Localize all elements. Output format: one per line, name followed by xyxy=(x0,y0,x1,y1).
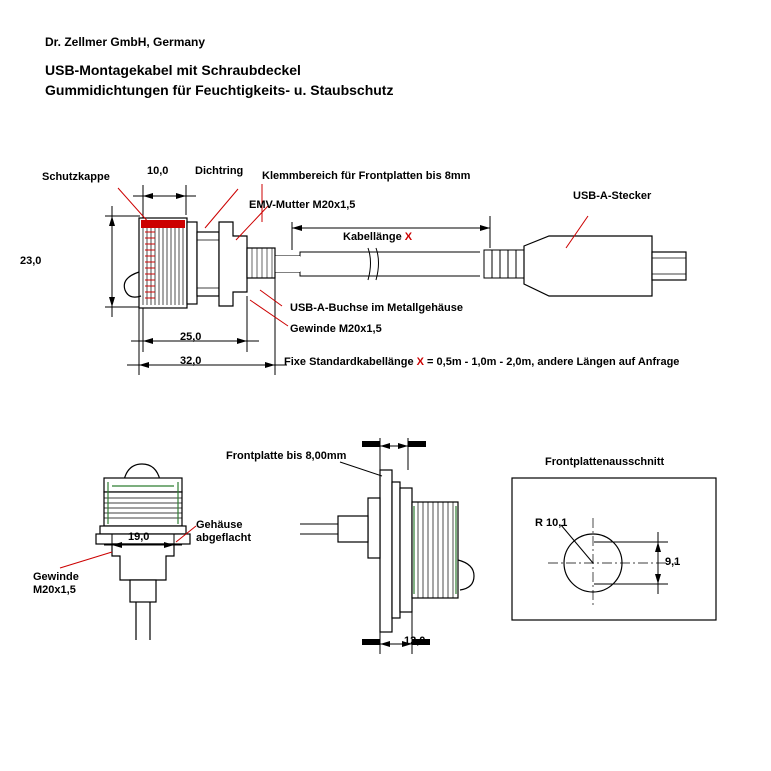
label-dichtring: Dichtring xyxy=(195,165,244,177)
label-schutzkappe: Schutzkappe xyxy=(42,171,110,183)
label-gehaeuse-abgeflacht-line1: Gehäuse xyxy=(196,519,243,531)
label-kabellaenge-text: Kabellänge xyxy=(343,231,405,243)
page-title-line2: Gummidichtungen für Feuchtigkeits- u. Staubschutz xyxy=(45,82,394,98)
top-assembly-view xyxy=(105,184,686,375)
dimension-label-10: 10,0 xyxy=(147,165,169,177)
label-usb-a-stecker: USB-A-Stecker xyxy=(573,190,652,202)
label-klemmbereich: Klemmbereich für Frontplatten bis 8mm xyxy=(262,170,471,182)
bottom-left-side-view xyxy=(60,464,196,640)
company-name: Dr. Zellmer GmbH, Germany xyxy=(45,35,206,49)
dimension-label-12: 12,0 xyxy=(404,635,426,647)
dimension-label-23: 23,0 xyxy=(20,255,42,267)
page-title-line1: USB-Montagekabel mit Schraubdeckel xyxy=(45,62,301,78)
label-cutout-width: 9,1 xyxy=(665,556,681,568)
label-radius: R 10,1 xyxy=(535,517,568,529)
front-plate-cutout-view xyxy=(512,478,716,620)
label-frontplatte: Frontplatte bis 8,00mm xyxy=(226,450,347,462)
dimension-label-19: 19,0 xyxy=(128,531,150,543)
note-variable: X xyxy=(416,356,424,368)
label-gewinde-bottom-line2: M20x1,5 xyxy=(33,584,76,596)
label-gehaeuse-abgeflacht-line2: abgeflacht xyxy=(196,532,252,544)
label-gewinde-m20: Gewinde M20x1,5 xyxy=(290,323,382,335)
label-kabellaenge-variable: X xyxy=(404,231,413,243)
dimension-label-25: 25,0 xyxy=(180,331,202,343)
label-kabellaenge xyxy=(343,231,412,245)
bottom-middle-section-view xyxy=(300,438,474,654)
label-emv-mutter: EMV-Mutter M20x1,5 xyxy=(249,199,356,211)
note-part2: = 0,5m - 1,0m - 2,0m, andere Längen auf Anfrage xyxy=(424,356,680,368)
label-frontplattenausschnitt: Frontplattenausschnitt xyxy=(545,456,665,468)
note-part1: Fixe Standardkabellänge xyxy=(284,356,417,368)
label-gewinde-bottom-line1: Gewinde xyxy=(33,571,79,583)
note-standard-cable-length xyxy=(284,356,679,370)
dimension-23 xyxy=(105,206,140,317)
dimension-label-32: 32,0 xyxy=(180,355,202,367)
label-usb-a-buchse: USB-A-Buchse im Metallgehäuse xyxy=(290,302,463,314)
